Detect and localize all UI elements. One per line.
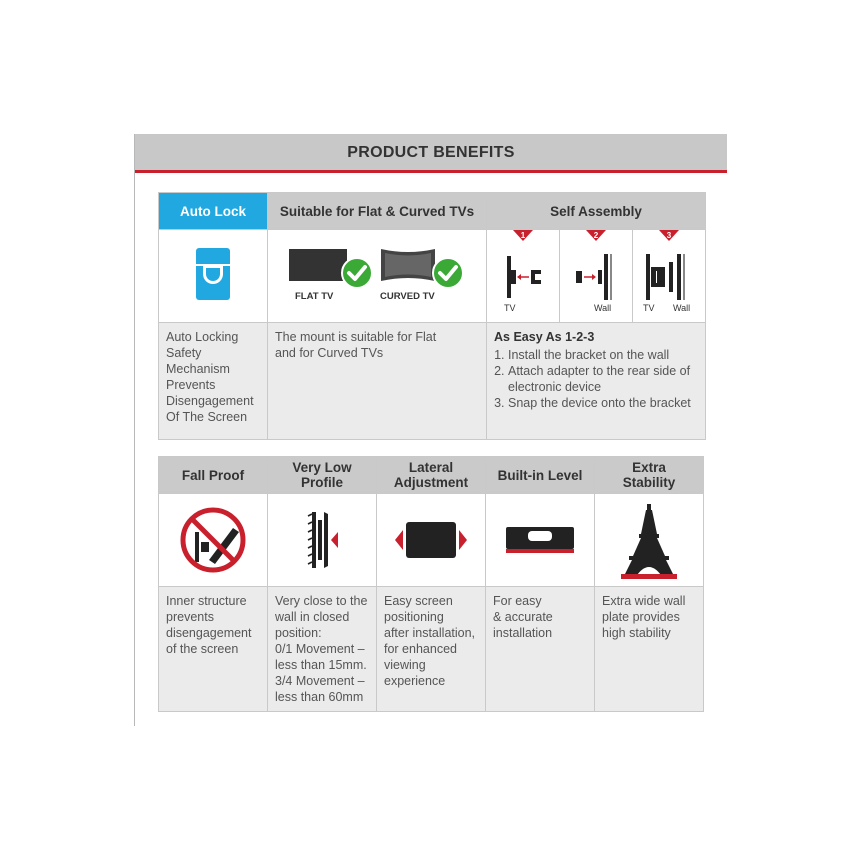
desc-line: disengagement <box>166 626 252 640</box>
desc-line: of the screen <box>166 642 239 656</box>
header-auto-lock: Auto Lock <box>159 193 268 230</box>
desc-line: wall in closed <box>275 610 350 624</box>
auto-lock-description <box>159 323 268 440</box>
desc-line: For easy <box>493 594 542 608</box>
desc-line: after installation, <box>384 626 476 640</box>
desc-line: Very close to the <box>275 594 368 608</box>
top-benefits-table <box>158 192 706 440</box>
desc-line: The mount is suitable for Flat <box>275 330 437 344</box>
fall-proof-description <box>159 587 268 712</box>
low-profile-icon <box>268 494 376 586</box>
desc-line: 0/1 Movement – <box>275 642 365 656</box>
desc-line: Mechanism <box>166 362 230 376</box>
low-profile-icon-cell <box>268 494 377 587</box>
bottom-benefits-table <box>158 456 704 712</box>
banner-title: PRODUCT BENEFITS <box>135 134 727 173</box>
desc-line: plate provides <box>602 610 680 624</box>
assembly-step-text: 1. Install the bracket on the wall <box>508 347 698 363</box>
self-assembly-title: As Easy As 1-2-3 <box>494 330 595 344</box>
step-1-label-tv: TV <box>504 303 516 313</box>
step-3-number: 3 <box>666 231 672 240</box>
built-in-level-description <box>486 587 595 712</box>
desc-line: Inner structure <box>166 594 247 608</box>
flat-curved-icon-cell <box>268 230 487 323</box>
assembly-step-1 <box>487 230 559 322</box>
extra-stability-description <box>595 587 704 712</box>
step-3-label-tv: TV <box>643 303 655 313</box>
self-assembly-steps <box>494 347 698 411</box>
desc-line: less than 15mm. <box>275 658 367 672</box>
header-low-profile: Very Low Profile <box>268 457 377 494</box>
desc-line: installation <box>493 626 553 640</box>
step-2-label-wall: Wall <box>594 303 612 313</box>
desc-line: and for Curved TVs <box>275 346 384 360</box>
desc-line: Extra wide wall <box>602 594 686 608</box>
desc-line: Auto Locking <box>166 330 239 344</box>
desc-line: Prevents <box>166 378 216 392</box>
desc-line: Easy screen <box>384 594 453 608</box>
self-assembly-icon-cell <box>487 230 706 323</box>
desc-line: less than 60mm <box>275 690 364 704</box>
lateral-adjustment-icon <box>377 494 485 586</box>
desc-line: experience <box>384 674 446 688</box>
header-lateral-adjustment: Lateral Adjustment <box>377 457 486 494</box>
desc-line: Of The Screen <box>166 410 248 424</box>
flat-curved-description <box>268 323 487 440</box>
desc-line: positioning <box>384 610 444 624</box>
assembly-step-text: 2. Attach adapter to the rear side of electronic device <box>508 363 698 395</box>
header-built-in-level: Built-in Level <box>486 457 595 494</box>
product-benefits-panel <box>134 134 727 726</box>
desc-line: high stability <box>602 626 671 640</box>
spirit-level-icon <box>486 494 594 586</box>
header-self-assembly: Self Assembly <box>487 193 706 230</box>
header-fall-proof: Fall Proof <box>159 457 268 494</box>
lateral-adjustment-description <box>377 587 486 712</box>
flat-tv-icon <box>268 230 486 322</box>
low-profile-description <box>268 587 377 712</box>
built-in-level-icon-cell <box>486 494 595 587</box>
eiffel-tower-icon <box>595 494 703 586</box>
step-2-number: 2 <box>593 231 599 240</box>
curved-tv-label: CURVED TV <box>380 291 435 302</box>
header-extra-stability: Extra Stability <box>595 457 704 494</box>
desc-line: Disengagement <box>166 394 254 408</box>
self-assembly-description <box>487 323 706 440</box>
fall-proof-icon <box>159 494 267 586</box>
desc-line: position: <box>275 626 322 640</box>
extra-stability-icon-cell <box>595 494 704 587</box>
auto-lock-icon-cell <box>159 230 268 323</box>
assembly-step-text: 3. Snap the device onto the bracket <box>508 395 698 411</box>
desc-line: Safety <box>166 346 202 360</box>
desc-line: & accurate <box>493 610 553 624</box>
desc-line: 3/4 Movement – <box>275 674 365 688</box>
step-3-label-wall: Wall <box>673 303 691 313</box>
step-1-number: 1 <box>520 231 526 240</box>
assembly-step-2 <box>559 230 632 322</box>
desc-line: viewing <box>384 658 426 672</box>
auto-lock-icon <box>159 230 267 322</box>
header-flat-curved: Suitable for Flat & Curved TVs <box>268 193 487 230</box>
lateral-adjustment-icon-cell <box>377 494 486 587</box>
desc-line: prevents <box>166 610 214 624</box>
flat-tv-label: FLAT TV <box>295 291 334 302</box>
assembly-step-3 <box>632 230 705 322</box>
desc-line: for enhanced <box>384 642 457 656</box>
fall-proof-icon-cell <box>159 494 268 587</box>
